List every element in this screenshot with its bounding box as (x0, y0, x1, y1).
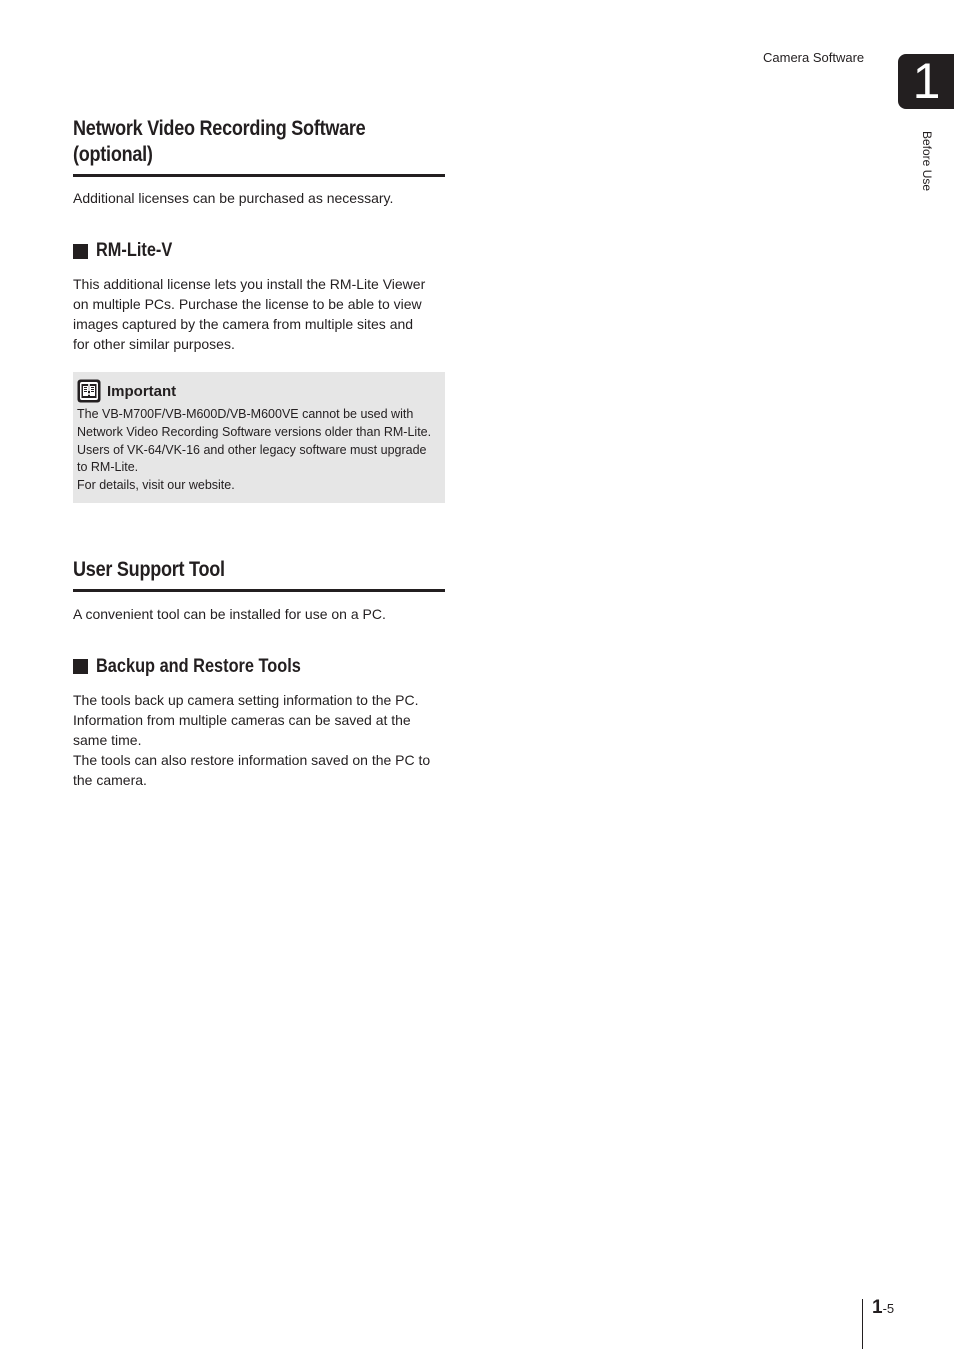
body-line: This additional license lets you install the RM-Lite Viewer (73, 276, 426, 292)
important-note (73, 372, 445, 503)
section-user-support-tool (73, 557, 445, 790)
important-icon (77, 379, 101, 403)
section-rule (73, 174, 445, 177)
subsection-body (73, 274, 445, 354)
subsection-heading (73, 239, 445, 263)
note-line: For details, visit our website. (77, 478, 235, 493)
square-bullet-icon (73, 244, 88, 259)
important-body (77, 406, 441, 495)
body-line: same time. (73, 731, 142, 748)
square-bullet-icon (73, 659, 88, 674)
body-line: The tools can also restore information saved on the PC to (73, 751, 431, 768)
section-title: User Support Tool (73, 557, 225, 581)
main-content (73, 116, 445, 790)
section-intro: A convenient tool can be installed for use on a PC. (73, 605, 386, 622)
section-title (73, 116, 393, 168)
note-line: to RM-Lite. (77, 460, 139, 475)
section-intro: Additional licenses can be purchased as necessary. (73, 190, 394, 206)
note-line: Network Video Recording Software versions older than RM-Lite. (77, 424, 432, 439)
note-line: Users of VK-64/VK-16 and other legacy software must upgrade (77, 442, 427, 457)
page-index: -5 (882, 1301, 895, 1316)
page-number (862, 1299, 894, 1349)
section-title-line: Network Video Recording Software (73, 117, 366, 140)
running-header: Camera Software (763, 50, 865, 65)
note-line: The VB-M700F/VB-M600D/VB-M600VE cannot be used with (77, 407, 414, 421)
subsection-heading (73, 655, 445, 679)
section-title-line: (optional) (73, 143, 153, 166)
subsection-title: Backup and Restore Tools (96, 655, 301, 677)
body-line: for other similar purposes. (73, 336, 235, 352)
important-header (77, 378, 441, 404)
page-chapter: 1 (872, 1297, 883, 1318)
chapter-side-label: Before Use (920, 131, 934, 192)
section-rule (73, 589, 445, 592)
body-line: images captured by the camera from multiple sites and (73, 316, 414, 332)
body-line: the camera. (73, 771, 147, 788)
subsection-body (73, 690, 445, 790)
body-line: on multiple PCs. Purchase the license to be able to view (73, 296, 422, 312)
section-network-video-recording (73, 116, 445, 503)
body-line: Information from multiple cameras can be saved at the (73, 711, 411, 728)
body-line: The tools back up camera setting information to the PC. (73, 691, 419, 708)
subsection-title: RM-Lite-V (96, 240, 173, 261)
chapter-tab: 1 (898, 54, 954, 109)
important-title: Important (107, 382, 177, 400)
